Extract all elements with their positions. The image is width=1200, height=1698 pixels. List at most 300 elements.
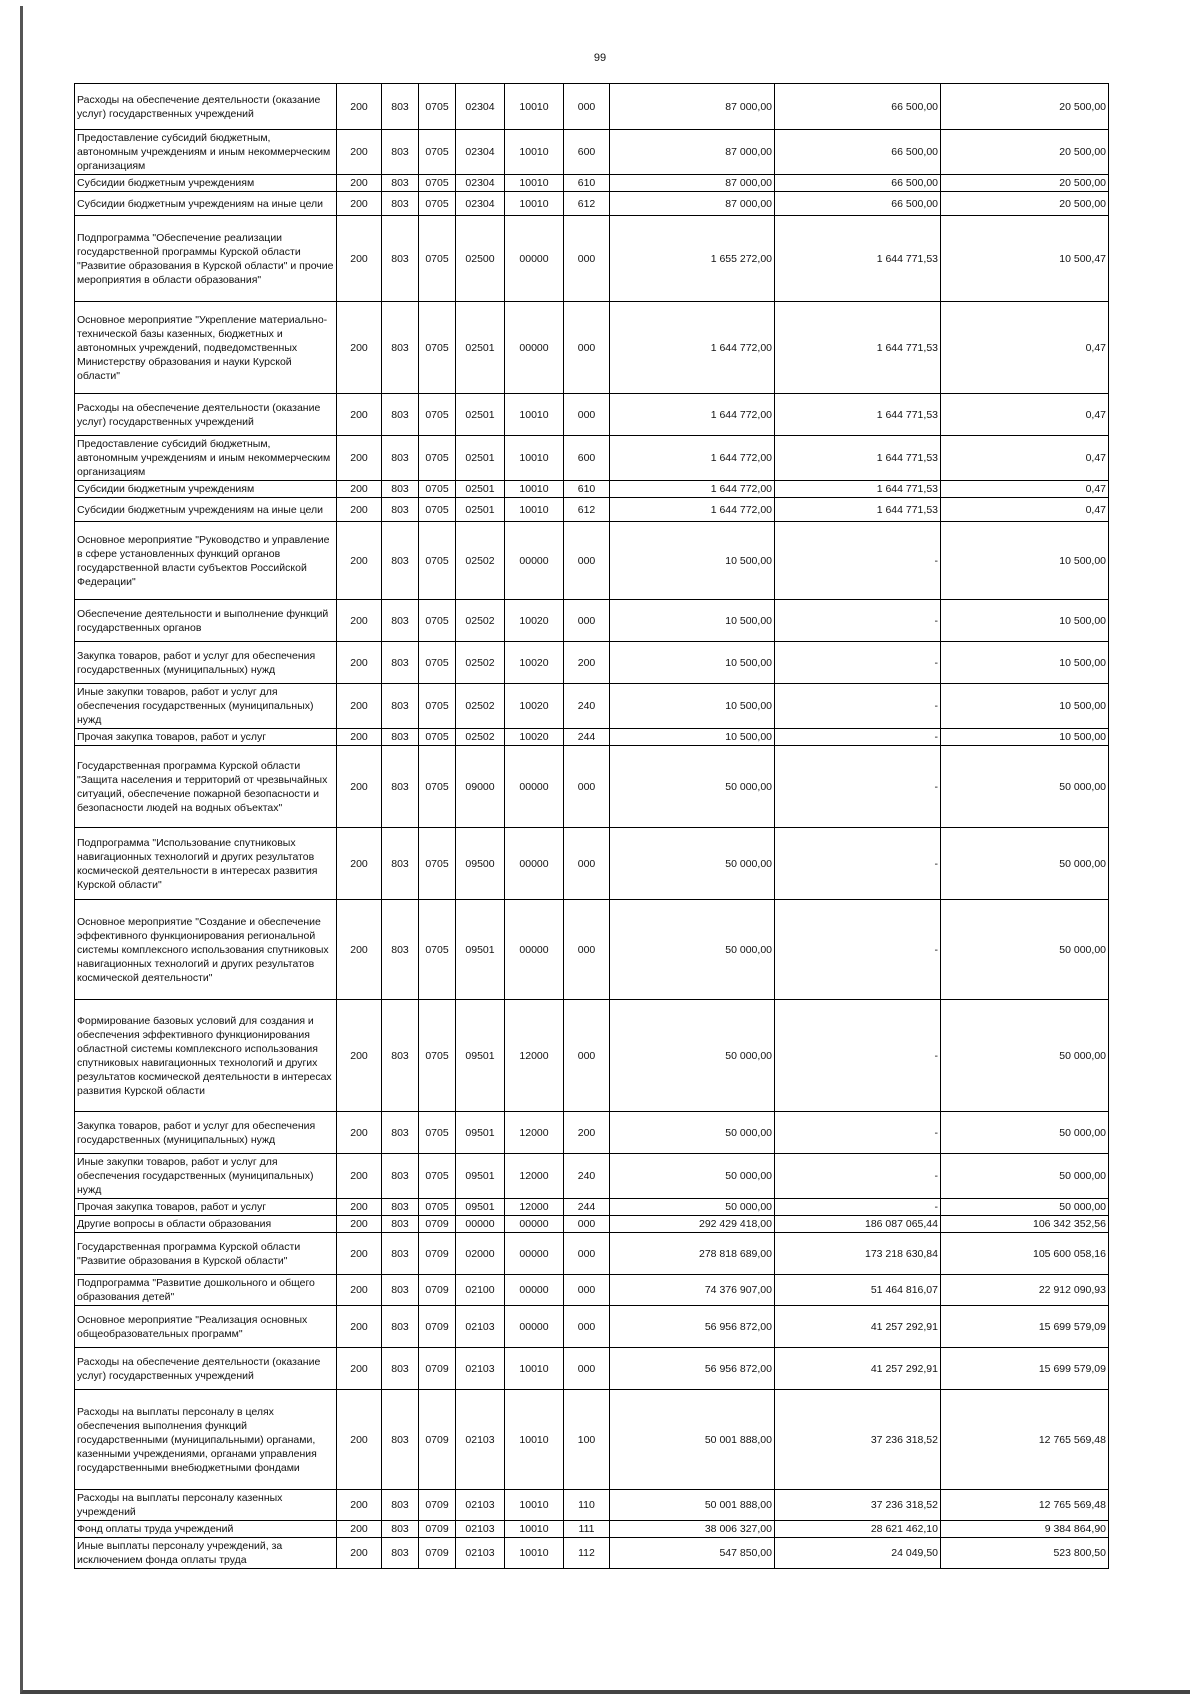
amount-executed: - xyxy=(775,642,941,684)
amount-remaining: 0,47 xyxy=(941,481,1109,498)
code-expense-type: 000 xyxy=(564,1348,610,1390)
row-name: Государственная программа Курской области "Развитие образования в Курской области" xyxy=(75,1233,337,1275)
code-section: 0705 xyxy=(419,498,456,522)
code-admin: 200 xyxy=(337,1390,382,1490)
code-program: 02501 xyxy=(456,436,505,481)
code-expense-type: 000 xyxy=(564,600,610,642)
code-section: 0705 xyxy=(419,436,456,481)
code-section: 0705 xyxy=(419,302,456,394)
code-admin: 200 xyxy=(337,746,382,828)
code-program: 02304 xyxy=(456,130,505,175)
row-name: Основное мероприятие "Создание и обеспечение эффективного функционирования региональной системы комплексного использования спутниковых навигационных технологий и других результатов космической деятельности" xyxy=(75,900,337,1000)
code-section: 0705 xyxy=(419,175,456,192)
code-expense-type: 000 xyxy=(564,1233,610,1275)
amount-remaining: 10 500,47 xyxy=(941,216,1109,302)
amount-planned: 1 644 772,00 xyxy=(610,436,775,481)
code-direction: 12000 xyxy=(505,1154,564,1199)
amount-planned: 50 001 888,00 xyxy=(610,1390,775,1490)
amount-executed: - xyxy=(775,522,941,600)
code-expense-type: 612 xyxy=(564,498,610,522)
table-row xyxy=(75,746,1109,828)
amount-remaining: 50 000,00 xyxy=(941,1112,1109,1154)
code-expense-type: 000 xyxy=(564,1306,610,1348)
code-section: 0705 xyxy=(419,729,456,746)
code-admin: 200 xyxy=(337,729,382,746)
code-ministry: 803 xyxy=(382,1199,419,1216)
code-admin: 200 xyxy=(337,394,382,436)
code-section: 0705 xyxy=(419,1000,456,1112)
code-expense-type: 612 xyxy=(564,192,610,216)
row-name: Подпрограмма "Использование спутниковых навигационных технологий и других результатов космической деятельности в интересах развития Курской области" xyxy=(75,828,337,900)
code-admin: 200 xyxy=(337,84,382,130)
code-direction: 10010 xyxy=(505,1348,564,1390)
code-program: 02103 xyxy=(456,1490,505,1521)
code-direction: 10010 xyxy=(505,498,564,522)
row-name: Расходы на выплаты персоналу казенных учреждений xyxy=(75,1490,337,1521)
code-direction: 00000 xyxy=(505,302,564,394)
code-ministry: 803 xyxy=(382,302,419,394)
code-expense-type: 200 xyxy=(564,642,610,684)
code-program: 02103 xyxy=(456,1306,505,1348)
code-direction: 10010 xyxy=(505,1538,564,1569)
code-section: 0705 xyxy=(419,1154,456,1199)
code-section: 0705 xyxy=(419,828,456,900)
amount-remaining: 50 000,00 xyxy=(941,828,1109,900)
amount-remaining: 20 500,00 xyxy=(941,84,1109,130)
amount-planned: 292 429 418,00 xyxy=(610,1216,775,1233)
amount-remaining: 106 342 352,56 xyxy=(941,1216,1109,1233)
table-row xyxy=(75,1000,1109,1112)
code-ministry: 803 xyxy=(382,1233,419,1275)
amount-planned: 278 818 689,00 xyxy=(610,1233,775,1275)
amount-executed: 1 644 771,53 xyxy=(775,436,941,481)
row-name: Иные закупки товаров, работ и услуг для обеспечения государственных (муниципальных) нужд xyxy=(75,684,337,729)
amount-remaining: 50 000,00 xyxy=(941,1000,1109,1112)
amount-remaining: 0,47 xyxy=(941,302,1109,394)
amount-executed: 1 644 771,53 xyxy=(775,481,941,498)
code-direction: 00000 xyxy=(505,216,564,302)
code-ministry: 803 xyxy=(382,192,419,216)
table-row xyxy=(75,1199,1109,1216)
code-ministry: 803 xyxy=(382,175,419,192)
code-program: 09501 xyxy=(456,1154,505,1199)
row-name: Иные закупки товаров, работ и услуг для обеспечения государственных (муниципальных) нужд xyxy=(75,1154,337,1199)
code-expense-type: 000 xyxy=(564,746,610,828)
code-admin: 200 xyxy=(337,436,382,481)
code-expense-type: 000 xyxy=(564,522,610,600)
code-admin: 200 xyxy=(337,1199,382,1216)
code-ministry: 803 xyxy=(382,828,419,900)
table-row xyxy=(75,1490,1109,1521)
code-section: 0709 xyxy=(419,1306,456,1348)
amount-executed: - xyxy=(775,1199,941,1216)
code-expense-type: 000 xyxy=(564,1000,610,1112)
code-program: 09501 xyxy=(456,900,505,1000)
code-ministry: 803 xyxy=(382,394,419,436)
code-direction: 00000 xyxy=(505,746,564,828)
amount-planned: 50 001 888,00 xyxy=(610,1490,775,1521)
row-name: Фонд оплаты труда учреждений xyxy=(75,1521,337,1538)
amount-planned: 56 956 872,00 xyxy=(610,1306,775,1348)
row-name: Субсидии бюджетным учреждениям на иные цели xyxy=(75,192,337,216)
code-ministry: 803 xyxy=(382,600,419,642)
amount-planned: 10 500,00 xyxy=(610,729,775,746)
amount-executed: 1 644 771,53 xyxy=(775,498,941,522)
code-direction: 10020 xyxy=(505,729,564,746)
table-row xyxy=(75,1521,1109,1538)
amount-remaining: 10 500,00 xyxy=(941,642,1109,684)
code-section: 0705 xyxy=(419,684,456,729)
code-section: 0709 xyxy=(419,1348,456,1390)
row-name: Предоставление субсидий бюджетным, автономным учреждениям и иным некоммерческим организациям xyxy=(75,436,337,481)
table-row xyxy=(75,1154,1109,1199)
table-row xyxy=(75,1538,1109,1569)
amount-executed: 1 644 771,53 xyxy=(775,302,941,394)
amount-executed: 66 500,00 xyxy=(775,130,941,175)
table-row xyxy=(75,1348,1109,1390)
row-name: Прочая закупка товаров, работ и услуг xyxy=(75,729,337,746)
amount-executed: 66 500,00 xyxy=(775,175,941,192)
code-program: 02000 xyxy=(456,1233,505,1275)
amount-executed: - xyxy=(775,1112,941,1154)
code-direction: 10010 xyxy=(505,394,564,436)
code-admin: 200 xyxy=(337,600,382,642)
amount-planned: 87 000,00 xyxy=(610,175,775,192)
code-admin: 200 xyxy=(337,1233,382,1275)
table-row xyxy=(75,900,1109,1000)
code-section: 0705 xyxy=(419,481,456,498)
amount-planned: 1 644 772,00 xyxy=(610,394,775,436)
code-admin: 200 xyxy=(337,1154,382,1199)
code-direction: 00000 xyxy=(505,1275,564,1306)
row-name: Закупка товаров, работ и услуг для обеспечения государственных (муниципальных) нужд xyxy=(75,642,337,684)
row-name: Основное мероприятие "Укрепление материально-технической базы казенных, бюджетных и автономных учреждений, подведомственных Министерству образования и науки Курской области" xyxy=(75,302,337,394)
code-program: 09501 xyxy=(456,1000,505,1112)
code-direction: 12000 xyxy=(505,1199,564,1216)
code-section: 0705 xyxy=(419,746,456,828)
amount-remaining: 12 765 569,48 xyxy=(941,1490,1109,1521)
table-row xyxy=(75,1306,1109,1348)
row-name: Субсидии бюджетным учреждениям xyxy=(75,481,337,498)
code-expense-type: 244 xyxy=(564,1199,610,1216)
code-ministry: 803 xyxy=(382,729,419,746)
code-program: 02501 xyxy=(456,302,505,394)
code-program: 02103 xyxy=(456,1390,505,1490)
amount-executed: 28 621 462,10 xyxy=(775,1521,941,1538)
code-section: 0705 xyxy=(419,216,456,302)
code-section: 0705 xyxy=(419,1112,456,1154)
table-row xyxy=(75,192,1109,216)
code-admin: 200 xyxy=(337,481,382,498)
code-expense-type: 111 xyxy=(564,1521,610,1538)
code-section: 0705 xyxy=(419,600,456,642)
amount-executed: 1 644 771,53 xyxy=(775,216,941,302)
code-ministry: 803 xyxy=(382,1538,419,1569)
amount-remaining: 50 000,00 xyxy=(941,1199,1109,1216)
code-expense-type: 000 xyxy=(564,216,610,302)
code-program: 02500 xyxy=(456,216,505,302)
amount-planned: 50 000,00 xyxy=(610,900,775,1000)
code-expense-type: 244 xyxy=(564,729,610,746)
code-direction: 10010 xyxy=(505,130,564,175)
code-direction: 10010 xyxy=(505,84,564,130)
amount-executed: - xyxy=(775,1154,941,1199)
code-program: 02304 xyxy=(456,84,505,130)
row-name: Основное мероприятие "Реализация основных общеобразовательных программ" xyxy=(75,1306,337,1348)
code-admin: 200 xyxy=(337,522,382,600)
amount-planned: 38 006 327,00 xyxy=(610,1521,775,1538)
code-ministry: 803 xyxy=(382,522,419,600)
code-expense-type: 112 xyxy=(564,1538,610,1569)
code-admin: 200 xyxy=(337,1306,382,1348)
amount-executed: - xyxy=(775,729,941,746)
amount-planned: 10 500,00 xyxy=(610,642,775,684)
amount-executed: - xyxy=(775,746,941,828)
amount-remaining: 10 500,00 xyxy=(941,729,1109,746)
code-ministry: 803 xyxy=(382,900,419,1000)
code-program: 02501 xyxy=(456,498,505,522)
code-section: 0709 xyxy=(419,1216,456,1233)
row-name: Подпрограмма "Развитие дошкольного и общего образования детей" xyxy=(75,1275,337,1306)
code-expense-type: 000 xyxy=(564,828,610,900)
code-direction: 10020 xyxy=(505,642,564,684)
amount-executed: 41 257 292,91 xyxy=(775,1348,941,1390)
amount-planned: 50 000,00 xyxy=(610,746,775,828)
code-expense-type: 000 xyxy=(564,302,610,394)
row-name: Прочая закупка товаров, работ и услуг xyxy=(75,1199,337,1216)
code-program: 00000 xyxy=(456,1216,505,1233)
amount-executed: - xyxy=(775,900,941,1000)
amount-remaining: 9 384 864,90 xyxy=(941,1521,1109,1538)
code-expense-type: 240 xyxy=(564,684,610,729)
table-row xyxy=(75,828,1109,900)
row-name: Субсидии бюджетным учреждениям xyxy=(75,175,337,192)
code-expense-type: 610 xyxy=(564,481,610,498)
row-name: Основное мероприятие "Руководство и управление в сфере установленных функций органов государственной власти субъектов Российской Федерации" xyxy=(75,522,337,600)
amount-remaining: 15 699 579,09 xyxy=(941,1348,1109,1390)
code-admin: 200 xyxy=(337,216,382,302)
code-direction: 10010 xyxy=(505,1390,564,1490)
code-direction: 10010 xyxy=(505,1521,564,1538)
code-program: 02502 xyxy=(456,684,505,729)
amount-executed: 51 464 816,07 xyxy=(775,1275,941,1306)
code-program: 02304 xyxy=(456,192,505,216)
table-row xyxy=(75,522,1109,600)
table-row xyxy=(75,394,1109,436)
code-direction: 00000 xyxy=(505,522,564,600)
code-ministry: 803 xyxy=(382,1521,419,1538)
code-ministry: 803 xyxy=(382,642,419,684)
code-program: 02103 xyxy=(456,1538,505,1569)
row-name: Государственная программа Курской области "Защита населения и территорий от чрезвычайных ситуаций, обеспечение пожарной безопасности и безопасности людей на водных объектах" xyxy=(75,746,337,828)
code-direction: 10010 xyxy=(505,175,564,192)
amount-planned: 1 644 772,00 xyxy=(610,481,775,498)
code-direction: 00000 xyxy=(505,828,564,900)
code-section: 0709 xyxy=(419,1521,456,1538)
code-program: 02502 xyxy=(456,642,505,684)
amount-executed: 66 500,00 xyxy=(775,192,941,216)
code-program: 09000 xyxy=(456,746,505,828)
amount-executed: 37 236 318,52 xyxy=(775,1490,941,1521)
code-ministry: 803 xyxy=(382,1216,419,1233)
amount-planned: 56 956 872,00 xyxy=(610,1348,775,1390)
amount-planned: 50 000,00 xyxy=(610,1154,775,1199)
amount-remaining: 20 500,00 xyxy=(941,175,1109,192)
code-program: 02501 xyxy=(456,481,505,498)
code-ministry: 803 xyxy=(382,1490,419,1521)
code-direction: 10010 xyxy=(505,436,564,481)
row-name: Расходы на выплаты персоналу в целях обеспечения выполнения функций государственными (муниципальными) органами, казенными учреждениями, органами управления государственными внебюджетными фондами xyxy=(75,1390,337,1490)
table-row xyxy=(75,729,1109,746)
amount-executed: 24 049,50 xyxy=(775,1538,941,1569)
table-row xyxy=(75,130,1109,175)
amount-planned: 10 500,00 xyxy=(610,600,775,642)
row-name: Формирование базовых условий для создания и обеспечения эффективного функционирования областной системы комплексного использования спутниковых навигационных технологий и других результатов космической деятельности в интересах развития Курской области xyxy=(75,1000,337,1112)
amount-remaining: 50 000,00 xyxy=(941,1154,1109,1199)
table-row xyxy=(75,498,1109,522)
amount-planned: 50 000,00 xyxy=(610,1112,775,1154)
code-section: 0705 xyxy=(419,1199,456,1216)
budget-table xyxy=(74,83,1109,1569)
table-row xyxy=(75,1112,1109,1154)
amount-remaining: 10 500,00 xyxy=(941,684,1109,729)
code-direction: 12000 xyxy=(505,1112,564,1154)
amount-remaining: 10 500,00 xyxy=(941,600,1109,642)
amount-executed: - xyxy=(775,600,941,642)
code-admin: 200 xyxy=(337,192,382,216)
code-section: 0705 xyxy=(419,130,456,175)
amount-executed: 1 644 771,53 xyxy=(775,394,941,436)
amount-remaining: 20 500,00 xyxy=(941,192,1109,216)
code-section: 0705 xyxy=(419,84,456,130)
amount-planned: 1 655 272,00 xyxy=(610,216,775,302)
amount-executed: 186 087 065,44 xyxy=(775,1216,941,1233)
code-admin: 200 xyxy=(337,130,382,175)
code-admin: 200 xyxy=(337,498,382,522)
code-direction: 00000 xyxy=(505,1306,564,1348)
code-section: 0709 xyxy=(419,1390,456,1490)
code-ministry: 803 xyxy=(382,1306,419,1348)
code-section: 0709 xyxy=(419,1275,456,1306)
code-direction: 00000 xyxy=(505,1216,564,1233)
code-expense-type: 200 xyxy=(564,1112,610,1154)
code-ministry: 803 xyxy=(382,684,419,729)
row-name: Подпрограмма "Обеспечение реализации государственной программы Курской области "Развитие образования в Курской области" и прочие мероприятия в области образования" xyxy=(75,216,337,302)
amount-planned: 87 000,00 xyxy=(610,84,775,130)
code-direction: 10020 xyxy=(505,600,564,642)
code-direction: 00000 xyxy=(505,1233,564,1275)
code-ministry: 803 xyxy=(382,1275,419,1306)
amount-executed: 41 257 292,91 xyxy=(775,1306,941,1348)
code-ministry: 803 xyxy=(382,1348,419,1390)
code-admin: 200 xyxy=(337,1490,382,1521)
row-name: Субсидии бюджетным учреждениям на иные цели xyxy=(75,498,337,522)
code-section: 0705 xyxy=(419,642,456,684)
amount-planned: 50 000,00 xyxy=(610,1199,775,1216)
amount-planned: 87 000,00 xyxy=(610,130,775,175)
amount-remaining: 50 000,00 xyxy=(941,746,1109,828)
code-program: 09501 xyxy=(456,1112,505,1154)
amount-executed: - xyxy=(775,828,941,900)
amount-remaining: 22 912 090,93 xyxy=(941,1275,1109,1306)
amount-remaining: 15 699 579,09 xyxy=(941,1306,1109,1348)
code-expense-type: 600 xyxy=(564,436,610,481)
table-row xyxy=(75,1233,1109,1275)
row-name: Расходы на обеспечение деятельности (оказание услуг) государственных учреждений xyxy=(75,394,337,436)
row-name: Расходы на обеспечение деятельности (оказание услуг) государственных учреждений xyxy=(75,1348,337,1390)
code-admin: 200 xyxy=(337,1275,382,1306)
table-row xyxy=(75,1390,1109,1490)
code-section: 0709 xyxy=(419,1233,456,1275)
budget-table-body xyxy=(75,84,1109,1569)
table-row xyxy=(75,216,1109,302)
row-name: Предоставление субсидий бюджетным, автономным учреждениям и иным некоммерческим организациям xyxy=(75,130,337,175)
amount-remaining: 50 000,00 xyxy=(941,900,1109,1000)
amount-remaining: 12 765 569,48 xyxy=(941,1390,1109,1490)
code-program: 09500 xyxy=(456,828,505,900)
code-admin: 200 xyxy=(337,1216,382,1233)
amount-remaining: 105 600 058,16 xyxy=(941,1233,1109,1275)
code-program: 09501 xyxy=(456,1199,505,1216)
row-name: Расходы на обеспечение деятельности (оказание услуг) государственных учреждений xyxy=(75,84,337,130)
code-expense-type: 610 xyxy=(564,175,610,192)
amount-remaining: 20 500,00 xyxy=(941,130,1109,175)
row-name: Обеспечение деятельности и выполнение функций государственных органов xyxy=(75,600,337,642)
code-program: 02304 xyxy=(456,175,505,192)
code-program: 02501 xyxy=(456,394,505,436)
table-row xyxy=(75,600,1109,642)
code-program: 02502 xyxy=(456,522,505,600)
code-admin: 200 xyxy=(337,642,382,684)
code-direction: 10010 xyxy=(505,192,564,216)
table-row xyxy=(75,1275,1109,1306)
amount-remaining: 523 800,50 xyxy=(941,1538,1109,1569)
code-direction: 10010 xyxy=(505,1490,564,1521)
code-program: 02100 xyxy=(456,1275,505,1306)
row-name: Другие вопросы в области образования xyxy=(75,1216,337,1233)
amount-planned: 1 644 772,00 xyxy=(610,498,775,522)
code-admin: 200 xyxy=(337,900,382,1000)
code-program: 02103 xyxy=(456,1521,505,1538)
amount-planned: 547 850,00 xyxy=(610,1538,775,1569)
table-row xyxy=(75,175,1109,192)
amount-planned: 87 000,00 xyxy=(610,192,775,216)
code-admin: 200 xyxy=(337,684,382,729)
code-expense-type: 000 xyxy=(564,394,610,436)
table-row xyxy=(75,302,1109,394)
code-ministry: 803 xyxy=(382,216,419,302)
code-ministry: 803 xyxy=(382,481,419,498)
amount-executed: 66 500,00 xyxy=(775,84,941,130)
amount-planned: 50 000,00 xyxy=(610,828,775,900)
table-row xyxy=(75,84,1109,130)
code-program: 02502 xyxy=(456,600,505,642)
amount-planned: 10 500,00 xyxy=(610,684,775,729)
code-admin: 200 xyxy=(337,1000,382,1112)
code-expense-type: 600 xyxy=(564,130,610,175)
amount-executed: - xyxy=(775,1000,941,1112)
code-section: 0709 xyxy=(419,1538,456,1569)
table-row xyxy=(75,436,1109,481)
amount-remaining: 10 500,00 xyxy=(941,522,1109,600)
code-admin: 200 xyxy=(337,175,382,192)
code-ministry: 803 xyxy=(382,84,419,130)
code-program: 02502 xyxy=(456,729,505,746)
code-program: 02103 xyxy=(456,1348,505,1390)
code-admin: 200 xyxy=(337,302,382,394)
code-section: 0705 xyxy=(419,394,456,436)
code-admin: 200 xyxy=(337,1348,382,1390)
